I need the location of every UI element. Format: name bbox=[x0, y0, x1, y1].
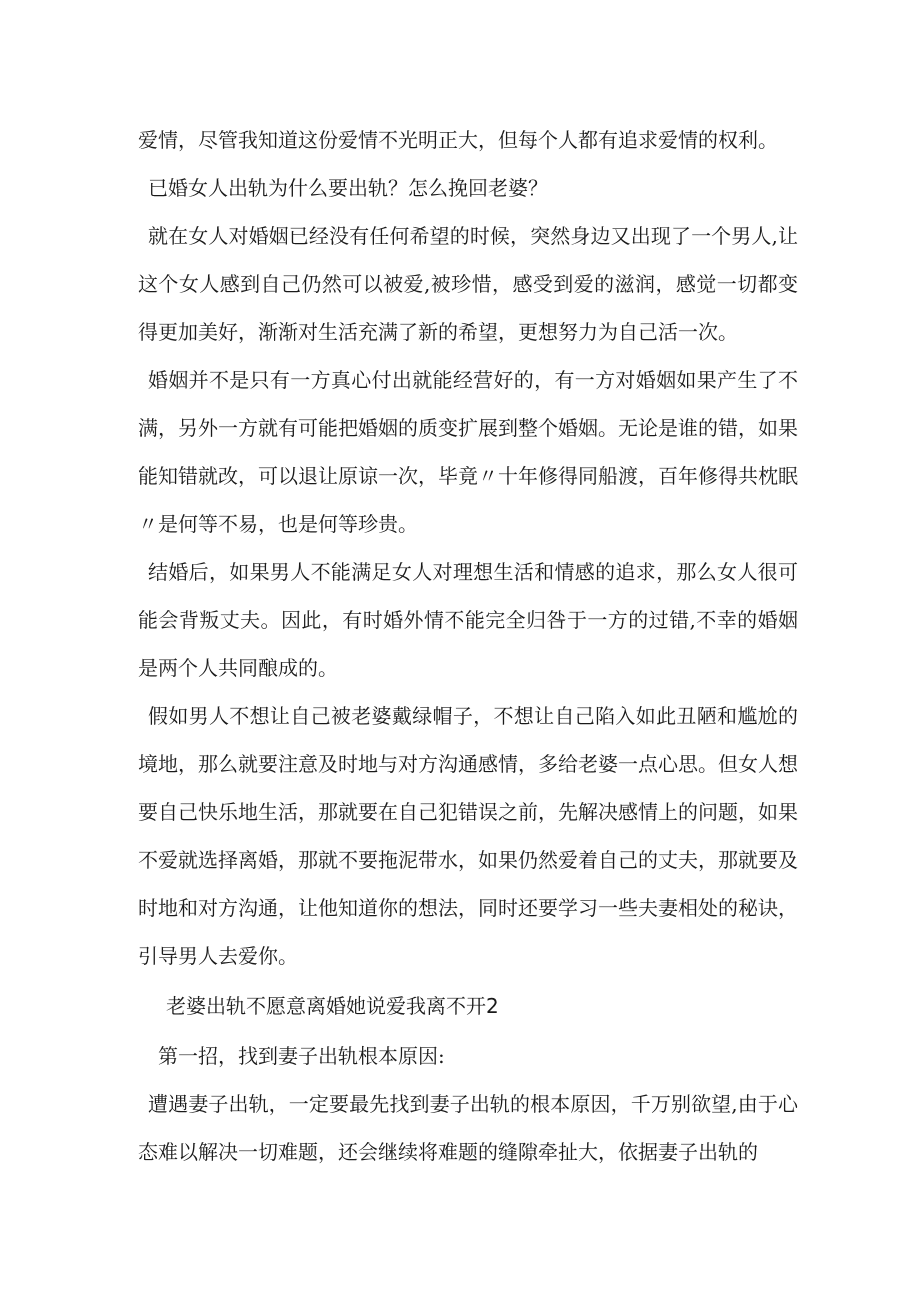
paragraph: 遭遇妻子出轨，一定要最先找到妻子出轨的根本原因，千万别欲望,由于心态难以解决一切难题，还会继续将难题的缝隙牵扯大，依据妻子出轨的 bbox=[138, 1092, 798, 1164]
paragraph: 已婚女人出轨为什么要出轨？怎么挽回老婆？ bbox=[148, 176, 548, 200]
paragraph: 就在女人对婚姻已经没有任何希望的时候，突然身边又出现了一个男人,让这个女人感到自己仍然可以被爱,被珍惜，感受到爱的滋润，感觉一切都变得更加美好，渐渐对生活充满了新的希望，更想努力为自己活一次。 bbox=[138, 224, 798, 344]
paragraph: 爱情，尽管我知道这份爱情不光明正大，但每个人都有追求爱情的权利。 bbox=[138, 128, 778, 152]
paragraph: 假如男人不想让自己被老婆戴绿帽子，不想让自己陷入如此丑陋和尴尬的境地，那么就要注意及时地与对方沟通感情，多给老婆一点心思。但女人想要自己快乐地生活，那就要在自己犯错误之前，先解决感情上的问题，如果不爱就选择离婚，那就不要拖泥带水，如果仍然爱着自己的丈夫，那就要及时地和对方沟通，让他知道你的想法，同时还要学习一些夫妻相处的秘诀，引导男人去爱你。 bbox=[138, 704, 798, 968]
paragraph: 第一招，找到妻子出轨根本原因: bbox=[158, 1044, 445, 1068]
paragraph: 婚姻并不是只有一方真心付出就能经营好的，有一方对婚姻如果产生了不满，另外一方就有可能把婚姻的质变扩展到整个婚姻。无论是谁的错，如果能知错就改，可以退让原谅一次，毕竟〃十年修得同船渡，百年修得共枕眠〃是何等不易，也是何等珍贵。 bbox=[138, 368, 798, 536]
section-heading: 老婆出轨不愿意离婚她说爱我离不开2 bbox=[166, 994, 499, 1018]
paragraph: 结婚后，如果男人不能满足女人对理想生活和情感的追求，那么女人很可能会背叛丈夫。因此，有时婚外情不能完全归咎于一方的过错,不幸的婚姻是两个人共同酿成的。 bbox=[138, 560, 798, 680]
document-body bbox=[138, 116, 798, 1176]
